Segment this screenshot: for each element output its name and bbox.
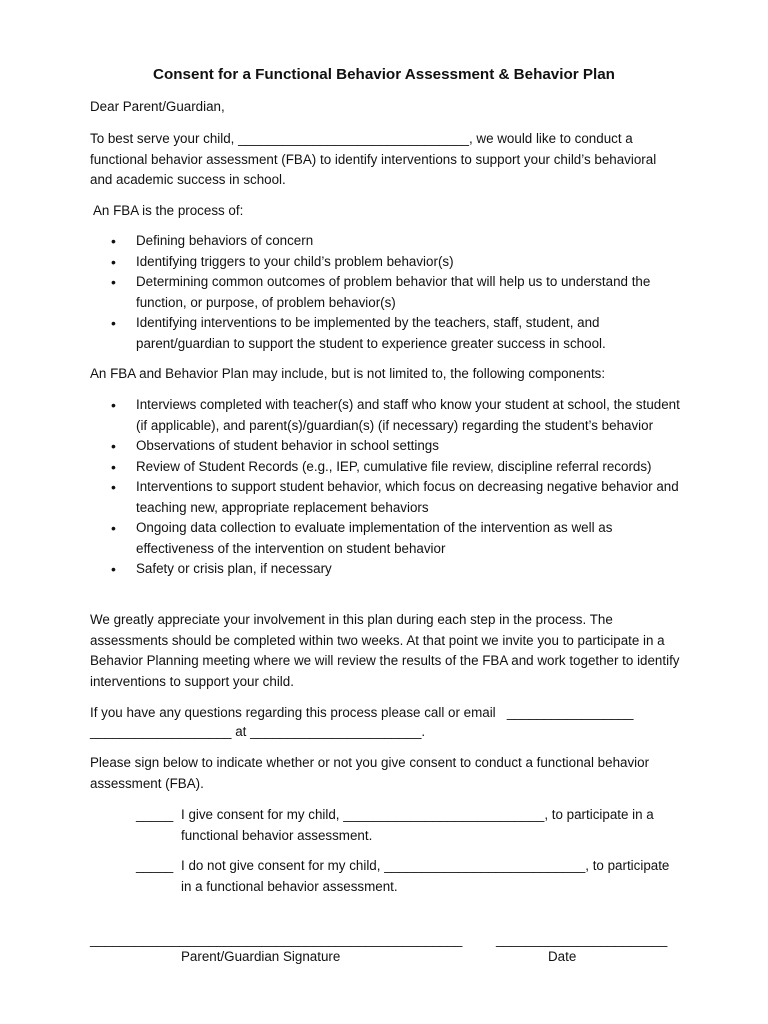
list-item: • Defining behaviors of concern: [90, 231, 682, 252]
signature-label: Parent/Guardian Signature: [181, 949, 341, 964]
questions-line-1: If you have any questions regarding this process please call or email _________________: [90, 705, 634, 720]
fba-process-heading: An FBA is the process of:: [90, 203, 244, 218]
consent-give-text: I give consent for my child, ___________________________, to participate in a functional behavior assessment.: [181, 807, 654, 843]
questions-line-2: ___________________ at _______________________.: [90, 724, 426, 739]
components-heading: An FBA and Behavior Plan may include, but is not limited to, the following components:: [90, 366, 606, 381]
fba-process-list: [90, 231, 682, 354]
list-item: • Review of Student Records (e.g., IEP, cumulative file review, discipline referral records): [90, 457, 682, 478]
date-line[interactable]: _______________________: [496, 932, 668, 947]
date-label: Date: [548, 949, 577, 964]
list-item: • Interventions to support student behavior, which focus on decreasing negative behavior and teaching new, appropriate replacement behaviors: [90, 477, 682, 518]
components-list: [90, 395, 682, 580]
consent-give-blank[interactable]: _____: [136, 807, 174, 822]
intro-paragraph: To best serve your child, _______________________________, we would like to conduct a functional behavior assessment (FBA) to identify interventions to support your child’s behavioral and academic success in school.: [90, 131, 657, 187]
list-item: • Observations of student behavior in school settings: [90, 436, 682, 457]
consent-deny-text: I do not give consent for my child, ___________________________, to participate in a functional behavior assessment.: [181, 858, 670, 894]
consent-deny-blank[interactable]: _____: [136, 858, 174, 873]
list-item: • Identifying triggers to your child’s problem behavior(s): [90, 252, 682, 273]
salutation: Dear Parent/Guardian,: [90, 99, 225, 114]
list-item: • Safety or crisis plan, if necessary: [90, 559, 682, 580]
signature-line[interactable]: __________________________________________________: [90, 932, 463, 947]
document-title: Consent for a Functional Behavior Assessment & Behavior Plan: [153, 66, 615, 83]
sign-instruction: Please sign below to indicate whether or not you give consent to conduct a functional behavior assessment (FBA).: [90, 755, 650, 791]
list-item: • Determining common outcomes of problem behavior that will help us to understand the function, or purpose, of problem behavior(s): [90, 272, 682, 313]
appreciation-paragraph: We greatly appreciate your involvement in this plan during each step in the process. The assessments should be completed within two weeks. At that point we invite you to participate in a Behavior Planning meeting where we will review the results of the FBA and work together to identify interventions to support your child.: [90, 612, 680, 689]
list-item: • Identifying interventions to be implemented by the teachers, staff, student, and parent/guardian to support the student to experience greater success in school.: [90, 313, 682, 354]
list-item: • Interviews completed with teacher(s) and staff who know your student at school, the student (if applicable), and parent(s)/guardian(s) (if necessary) regarding the student’s behavior: [90, 395, 682, 436]
list-item: • Ongoing data collection to evaluate implementation of the intervention as well as effectiveness of the intervention on student behavior: [90, 518, 682, 559]
